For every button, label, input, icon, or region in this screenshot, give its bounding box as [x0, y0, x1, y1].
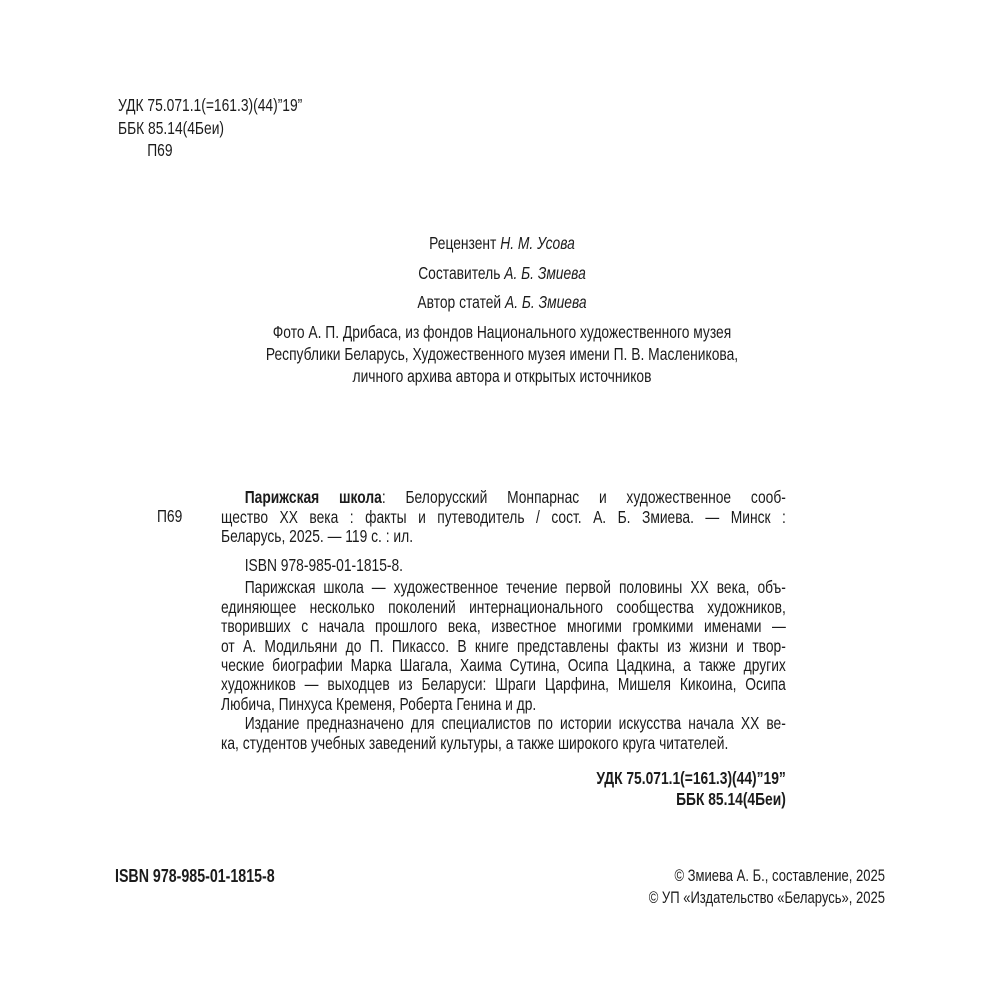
compiler-line [147, 259, 858, 289]
catalog-author-sign: П69 [157, 506, 183, 526]
copyright-line: © Змиева А. Б., составление, 2025 [674, 867, 885, 885]
reviewer-name: Н. М. Усова [500, 233, 575, 253]
catalog-entry-text: : Белорусский Монпарнас и художественное сооб- [381, 487, 786, 507]
photo-credit-line: Фото А. П. Дрибаса, из фондов Национального художественного музея [272, 321, 732, 342]
annotation-line: от А. Модильяни до П. Пикассо. В книге представлены факты из жизни и твор- [221, 635, 786, 656]
catalog-isbn: ISBN 978-985-01-1815-8. [244, 554, 404, 575]
credits-block [147, 229, 858, 387]
catalog-entry-line: щество XX века : факты и путеводитель / сост. А. Б. Змиева. — Минск : [221, 506, 786, 527]
catalog-entry-line: Беларусь, 2025. — 119 с. : ил. [221, 526, 414, 547]
photo-credit-line: Республики Беларусь, Художественного музея имени П. В. Масленикова, [265, 343, 739, 364]
catalog-card [221, 488, 786, 809]
compiler-role: Составитель [418, 262, 501, 283]
articles-author-name: А. Б. Змиева [505, 292, 587, 312]
reviewer-role: Рецензент [429, 233, 497, 253]
udk-code-bottom: УДК 75.071.1(=161.3)(44)”19” [596, 768, 786, 789]
annotation-paragraph-1 [221, 578, 786, 714]
annotation-paragraph-2 [221, 714, 786, 753]
bbk-code-bottom: ББК 85.14(4Беи) [676, 788, 786, 809]
annotation-line: единяющее несколько поколений интернационального сообщества художников, [221, 596, 786, 617]
top-classification-block [118, 94, 418, 162]
articles-author-role: Автор статей [417, 292, 502, 312]
compiler-name: А. Б. Змиева [504, 262, 586, 283]
book-title: Парижская школа [244, 487, 382, 507]
author-sign: П69 [147, 140, 173, 160]
photo-credit-line: личного архива автора и открытых источников [352, 365, 652, 386]
bbk-code: ББК 85.14(4Беи) [118, 117, 225, 138]
footer-isbn: ISBN 978-985-01-1815-8 [115, 866, 275, 886]
annotation-line: художников — выходцев из Беларуси: Шраги Царфина, Мишеля Кикоина, Осипа [221, 674, 786, 695]
reviewer-line [147, 229, 858, 259]
annotation-line: ка, студентов учебных заведений культуры, а также широкого круга читателей. [221, 732, 729, 753]
articles-author-line [147, 288, 858, 318]
annotation-line: Любича, Пинхуса Кременя, Роберта Генина и др. [221, 693, 537, 714]
annotation-line: творивших с начала прошлого века, известное многими громкими именами — [221, 616, 786, 637]
copyright-block [411, 866, 885, 909]
photo-credit [147, 321, 858, 387]
bottom-classification-block [221, 768, 786, 809]
udk-code: УДК 75.071.1(=161.3)(44)”19” [118, 95, 303, 115]
copyright-line: © УП «Издательство «Беларусь», 2025 [648, 888, 885, 907]
annotation-line: Издание предназначено для специалистов по истории искусства начала XX ве- [244, 713, 786, 734]
annotation-line: Парижская школа — художественное течение первой половины XX века, объ- [244, 577, 786, 598]
catalog-entry-line [221, 488, 786, 508]
annotation-line: ческие биографии Марка Шагала, Хаима Сутина, Осипа Цадкина, а также других [221, 655, 786, 675]
